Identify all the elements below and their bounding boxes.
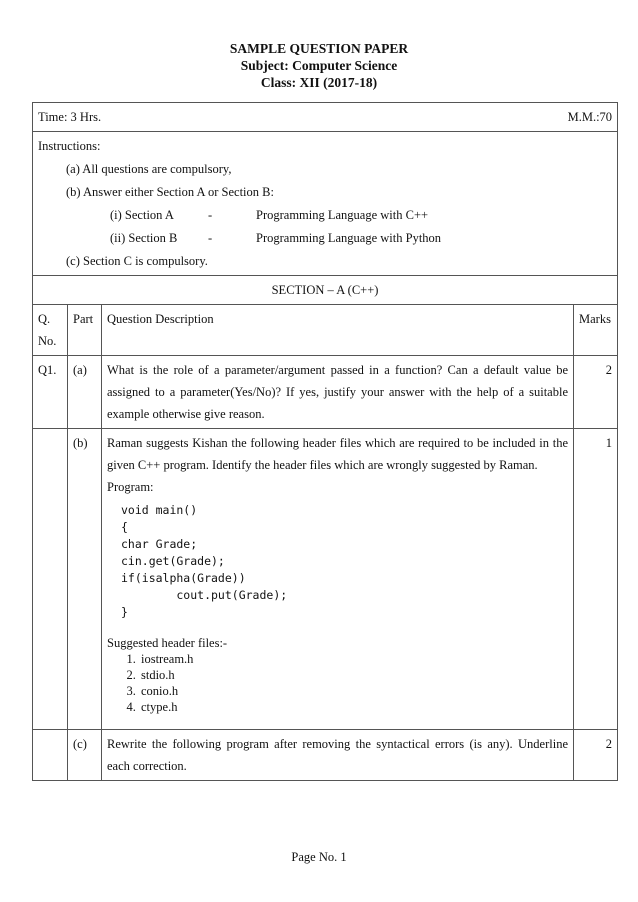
instruction-c: (c) Section C is compulsory. [66, 254, 208, 268]
part-label: (a) [68, 356, 102, 429]
section-title-row [33, 276, 618, 305]
section-b-label: (ii) Section B [110, 231, 178, 245]
instructions-row [33, 132, 618, 276]
col-description: Question Description [102, 305, 574, 356]
max-marks: M.M.:70 [567, 110, 613, 124]
question-row-1a [33, 356, 618, 429]
question-number: Q1. [33, 356, 68, 429]
paper-subject: Subject: Computer Science [240, 58, 398, 73]
instruction-a: (a) All questions are compulsory, [66, 162, 232, 176]
question-marks: 2 [574, 730, 618, 781]
time-allowed: Time: 3 Hrs. [38, 110, 102, 124]
part-label: (b) [68, 429, 102, 730]
section-a-label: (i) Section A [110, 208, 174, 222]
paper-title: SAMPLE QUESTION PAPER [229, 41, 409, 56]
col-part: Part [68, 305, 102, 356]
column-header-row [33, 305, 618, 356]
col-marks: Marks [574, 305, 618, 356]
list-item: 4. ctype.h [139, 699, 568, 715]
header-file-list [107, 651, 568, 715]
question-row-1b [33, 429, 618, 730]
col-q-no [33, 305, 68, 356]
question-marks: 1 [574, 429, 618, 730]
col-no-label: No. [38, 334, 57, 348]
question-row-1c [33, 730, 618, 781]
question-text: Raman suggests Kishan the following header files which are required to be included in the given C++ program. Identify the header files which are wrongly suggested by Raman. [107, 436, 568, 472]
time-row [33, 103, 618, 132]
instruction-b: (b) Answer either Section A or Section B: [66, 185, 274, 199]
paper-class: Class: XII (2017-18) [260, 75, 378, 90]
question-paper-table [32, 102, 618, 781]
instructions-title: Instructions: [38, 139, 101, 153]
question-text: What is the role of a parameter/argument passed in a function? Can a default value be assigned to a parameter(Yes/No)? If yes, justify your answer with the help of a suitable example otherwise give reason. [102, 356, 574, 429]
section-a-dash: - [208, 208, 213, 222]
section-b-language: Programming Language with Python [256, 231, 442, 245]
question-marks: 2 [574, 356, 618, 429]
section-b-dash: - [208, 231, 213, 245]
page-number: Page No. 1 [291, 850, 347, 864]
section-title: SECTION – A (C++) [33, 276, 618, 305]
section-a-language: Programming Language with C++ [256, 208, 429, 222]
program-code: void main() { char Grade; cin.get(Grade); if(isalpha(Grade)) cout.put(Grade); } [121, 503, 288, 619]
part-label: (c) [68, 730, 102, 781]
list-item: 2. stdio.h [139, 667, 568, 683]
paper-header [0, 40, 638, 91]
instruction-b-i [38, 204, 612, 227]
suggested-headers-label: Suggested header files:- [107, 636, 228, 650]
program-label: Program: [107, 480, 154, 494]
col-q-label: Q. [38, 312, 51, 326]
instruction-b-ii [38, 227, 612, 250]
list-item: 1. iostream.h [139, 651, 568, 667]
list-item: 3. conio.h [139, 683, 568, 699]
question-text: Rewrite the following program after removing the syntactical errors (is any). Underline each correction. [102, 730, 574, 781]
